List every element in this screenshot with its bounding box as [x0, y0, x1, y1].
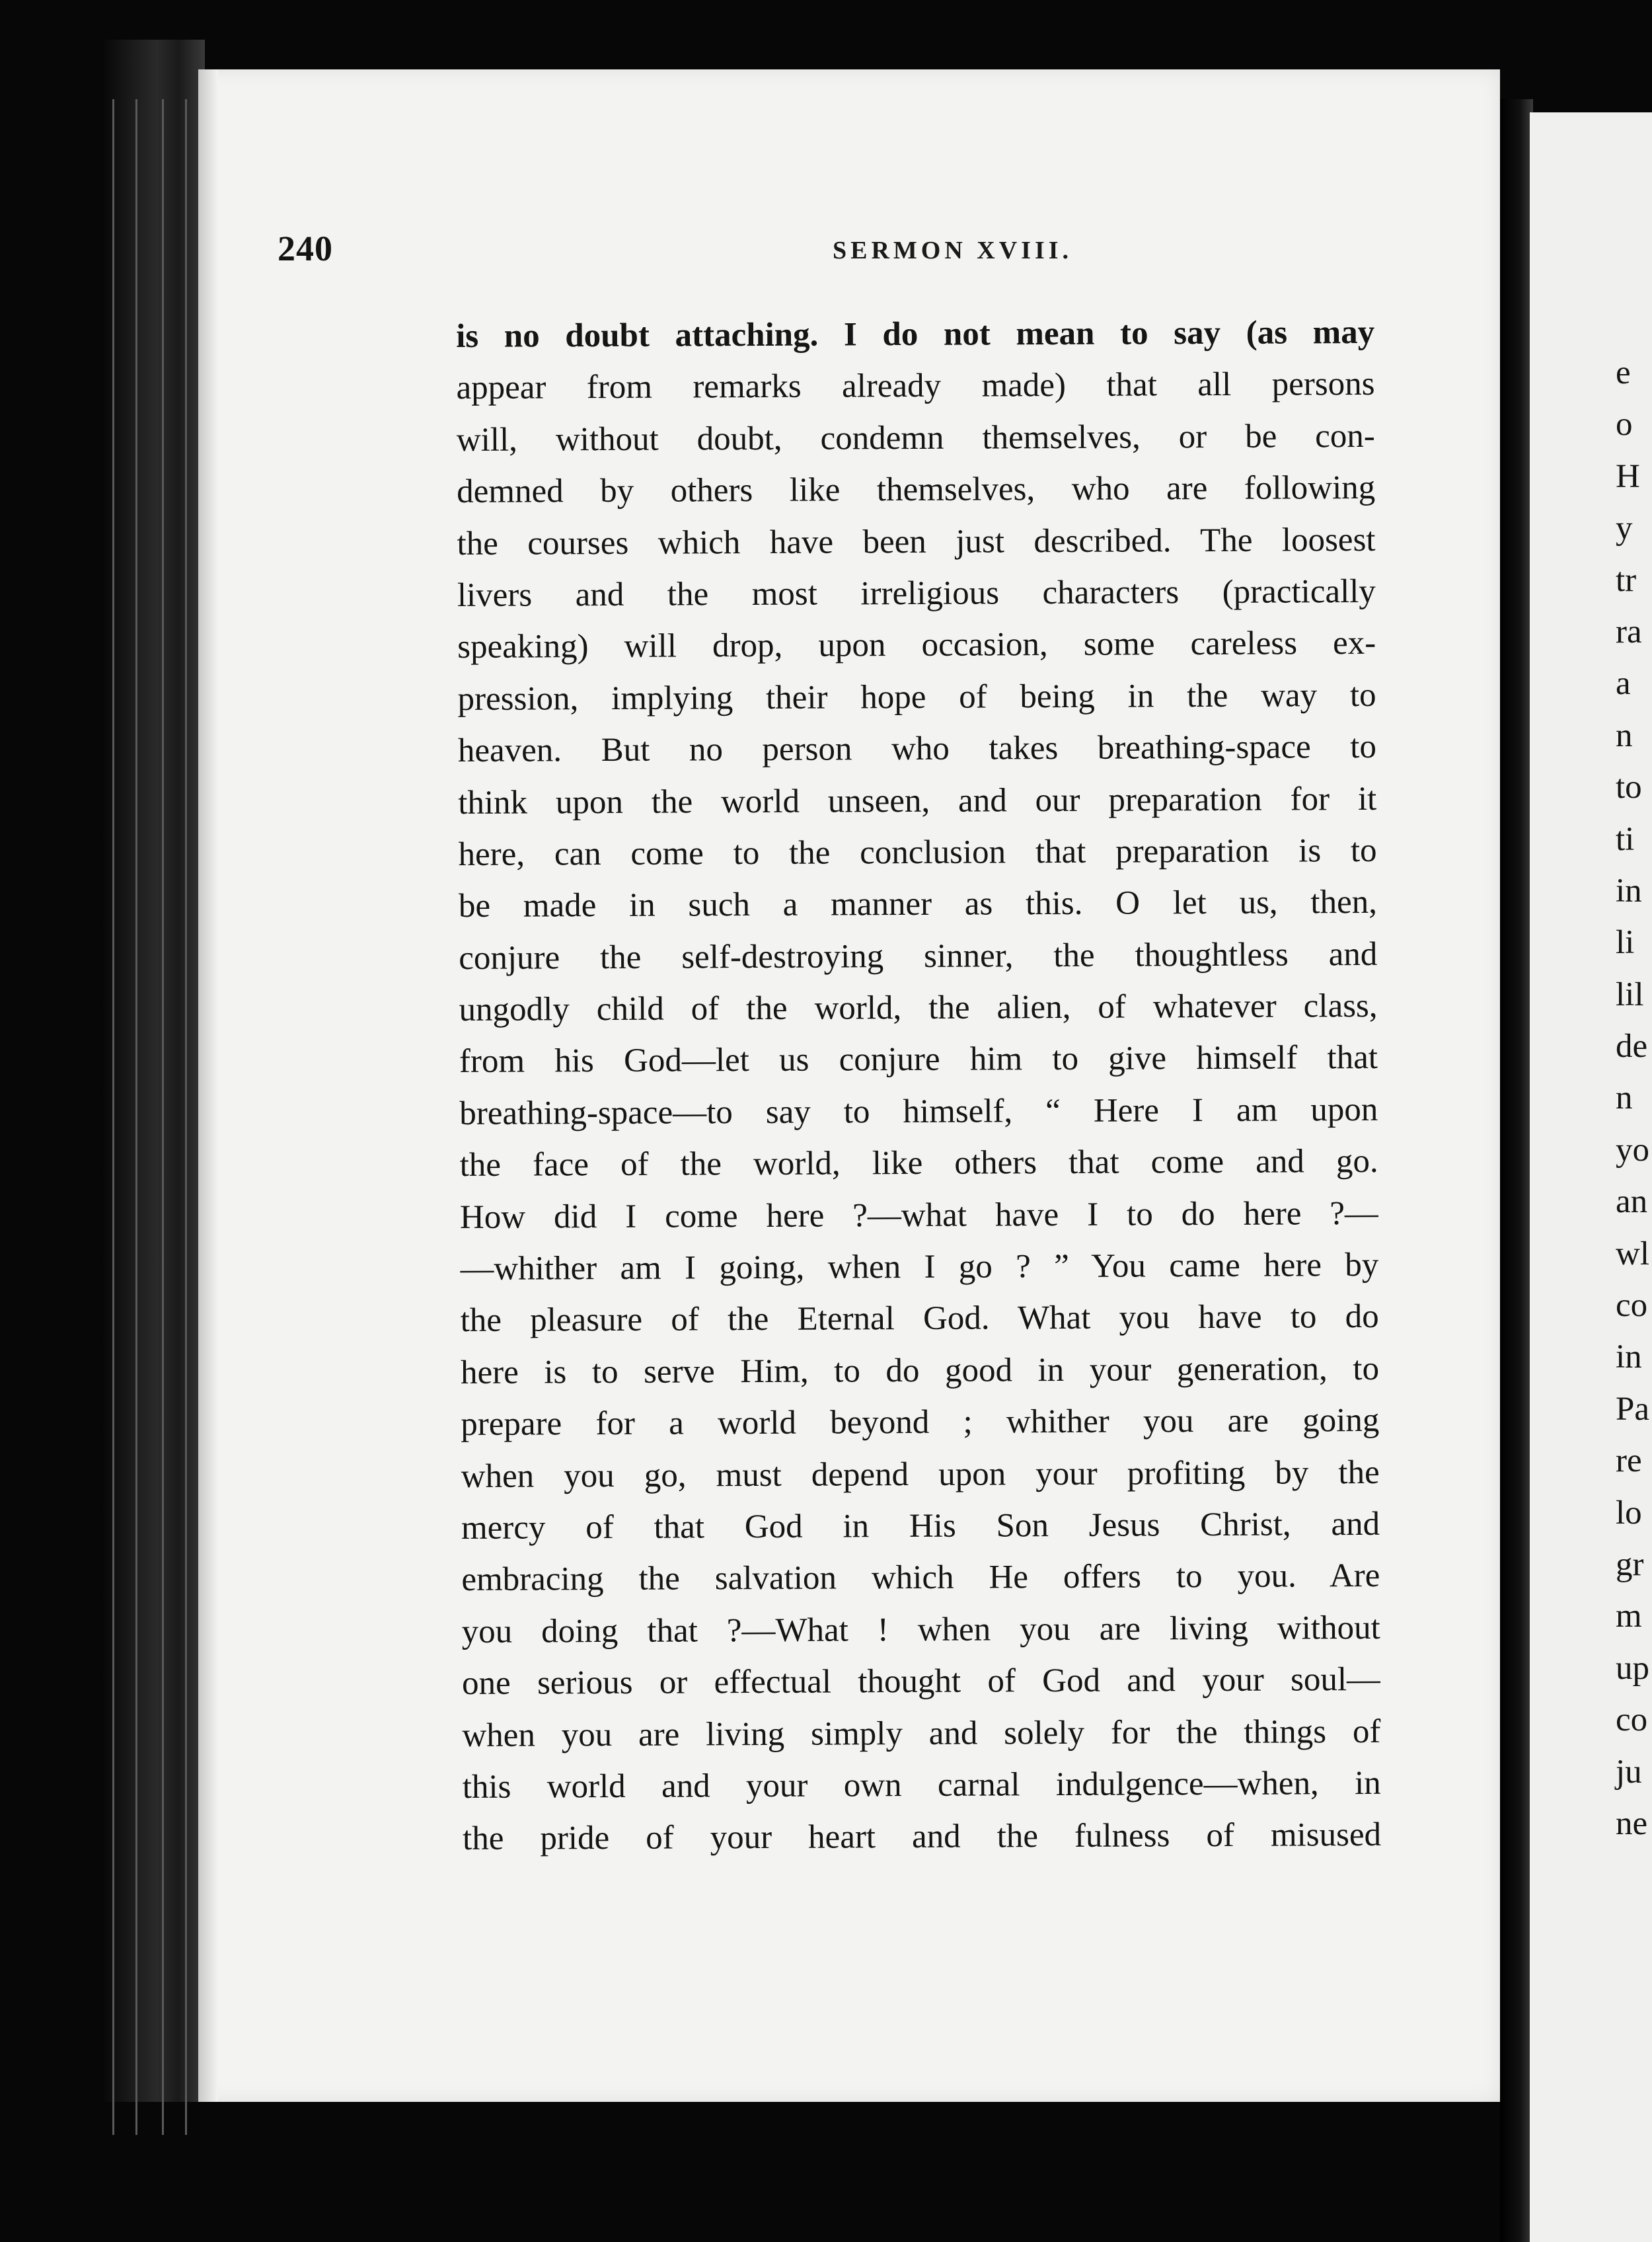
text-line: ungodly child of the world, the alien, of whatever class, — [459, 987, 1378, 1029]
section-title: SERMON XVIII. — [833, 237, 1073, 264]
facing-text-fragment: n — [1616, 1079, 1633, 1117]
facing-text-fragment: ra — [1616, 613, 1642, 650]
text-line: here is to serve Him, to do good in your generation, to — [460, 1350, 1380, 1391]
text-line: when you are living simply and solely for the things of — [462, 1713, 1381, 1754]
binding-line — [135, 99, 137, 2135]
body-text — [456, 307, 1381, 1865]
facing-text-fragment: lo — [1616, 1494, 1642, 1531]
facing-text-fragment: to — [1616, 769, 1642, 806]
text-line: speaking) will drop, upon occasion, some careless ex- — [457, 625, 1376, 666]
binding-line — [185, 99, 187, 2135]
facing-text-fragment: an — [1616, 1183, 1648, 1221]
facing-text-fragment: lil — [1616, 976, 1644, 1013]
text-line: here, can come to the conclusion that preparation is to — [458, 831, 1377, 873]
facing-text-fragment: co — [1616, 1701, 1648, 1739]
text-line: the pride of your heart and the fulness of misused — [462, 1816, 1382, 1858]
facing-text-fragment: n — [1616, 716, 1633, 754]
facing-text-fragment: y — [1616, 510, 1633, 547]
page-gutter-shadow — [198, 69, 218, 2102]
text-line: livers and the most irreligious characters (practically — [457, 572, 1376, 614]
facing-text-fragment: de — [1616, 1028, 1648, 1065]
text-line: demned by others like themselves, who are following — [457, 469, 1376, 511]
facing-text-fragment: H — [1616, 457, 1640, 495]
text-line: this world and your own carnal indulgence—when, in — [462, 1764, 1381, 1806]
facing-page — [1530, 112, 1652, 2242]
facing-text-fragment: in — [1616, 1338, 1642, 1376]
text-line: think upon the world unseen, and our preparation for it — [458, 780, 1377, 822]
facing-text-fragment: up — [1616, 1649, 1649, 1687]
text-line: the face of the world, like others that come and go. — [459, 1143, 1378, 1184]
text-line: appear from remarks already made) that all persons — [456, 366, 1375, 407]
text-line: the pleasure of the Eternal God. What you have to do — [460, 1298, 1379, 1340]
facing-text-fragment: e — [1616, 354, 1631, 391]
facing-text-fragment: tr — [1616, 561, 1637, 599]
text-line: when you go, must depend upon your profiting by the — [461, 1453, 1380, 1495]
facing-text-fragment: o — [1616, 406, 1633, 444]
text-line: you doing that ?—What ! when you are living without — [461, 1609, 1380, 1650]
facing-text-fragment: co — [1616, 1287, 1648, 1325]
facing-text-fragment: re — [1616, 1442, 1642, 1480]
facing-text-fragment: a — [1616, 665, 1631, 703]
text-line: conjure the self-destroying sinner, the thoughtless and — [459, 935, 1378, 977]
facing-text-fragment: yo — [1616, 1131, 1649, 1169]
text-line: one serious or effectual thought of God and your soul— — [461, 1661, 1381, 1703]
facing-text-fragment: li — [1616, 924, 1635, 962]
text-line: be made in such a manner as this. O let us, then, — [458, 884, 1378, 925]
facing-text-fragment: ju — [1616, 1753, 1642, 1791]
text-line: will, without doubt, condemn themselves, or be con- — [456, 417, 1375, 459]
binding-line — [162, 99, 164, 2135]
text-line: How did I come here ?—what have I to do here ?— — [459, 1194, 1379, 1236]
text-line: heaven. But no person who takes breathing-space to — [457, 728, 1377, 770]
running-head — [278, 228, 1381, 281]
text-line: embracing the salvation which He offers to you. Are — [461, 1557, 1380, 1599]
facing-text-fragment: wl — [1616, 1235, 1649, 1272]
book-binding-edge — [99, 40, 205, 2102]
facing-text-fragment: ne — [1616, 1804, 1648, 1842]
facing-text-fragment: ti — [1616, 820, 1635, 858]
text-line: breathing-space—to say to himself, “ Here I am upon — [459, 1091, 1378, 1132]
facing-text-fragment: Pa — [1616, 1390, 1649, 1428]
facing-text-fragment: in — [1616, 872, 1642, 909]
text-line: from his God—let us conjure him to give himself that — [459, 1039, 1378, 1081]
facing-page-shadow — [1500, 99, 1533, 2242]
facing-text-fragment: m — [1616, 1598, 1642, 1635]
text-line: is no doubt attaching. I do not mean to say (as may — [456, 313, 1375, 355]
text-line: —whither am I going, when I go ? ” You came here by — [460, 1246, 1379, 1288]
binding-line — [112, 99, 114, 2135]
text-line: pression, implying their hope of being in the way to — [457, 676, 1376, 718]
text-line: prepare for a world beyond ; whither you are going — [461, 1402, 1380, 1444]
facing-text-fragment: gr — [1616, 1545, 1644, 1583]
text-line: mercy of that God in His Son Jesus Christ, and — [461, 1505, 1380, 1547]
text-line: the courses which have been just described. The loosest — [457, 521, 1376, 562]
page-number: 240 — [278, 229, 333, 268]
facing-page-text — [1616, 347, 1652, 1849]
